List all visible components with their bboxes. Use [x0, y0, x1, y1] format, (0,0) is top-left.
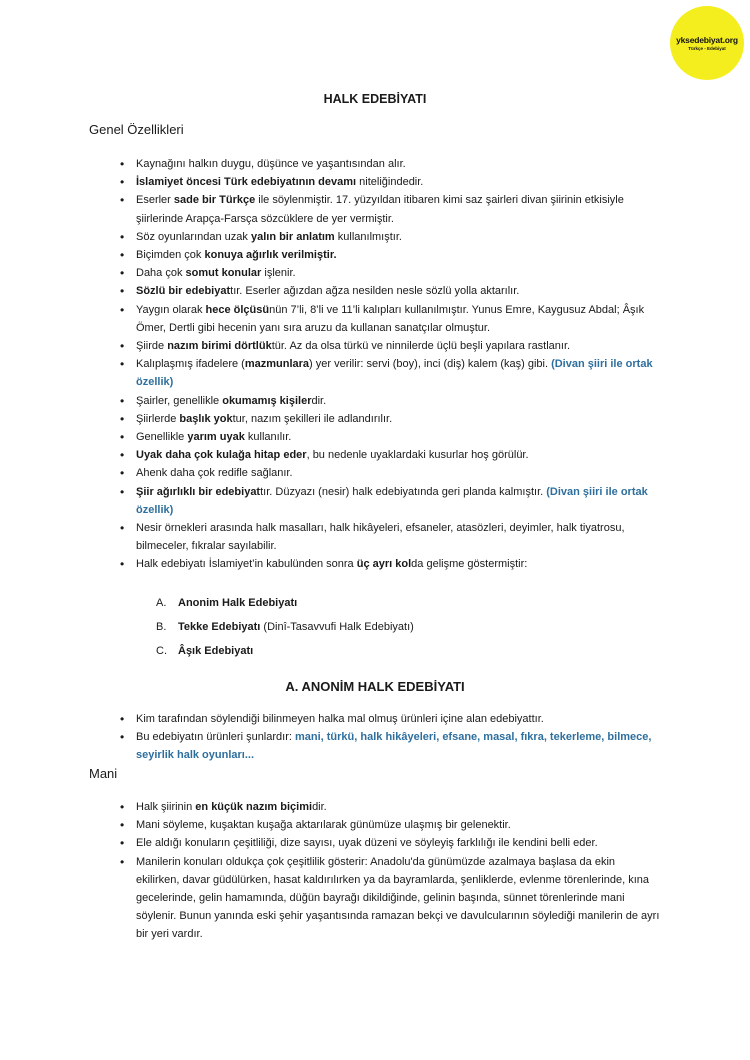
general-feature-item: • Genellikle yarım uyak kullanılır. — [120, 428, 660, 446]
branch-marker: A. — [156, 597, 167, 609]
general-feature-item: • İslamiyet öncesi Türk edebiyatının devamı niteliğindedir. — [120, 173, 660, 191]
mani-feature-item: • Mani söyleme, kuşaktan kuşağa aktarılarak günümüze ulaşmış bir gelenektir. — [120, 816, 660, 834]
general-feature-item: • Nesir örnekleri arasında halk masalları, halk hikâyeleri, efsaneler, atasözleri, deyimler, halk tiyatrosu, bilmeceler, fıkralar sayılabilir. — [120, 519, 660, 555]
section-heading-mani: Mani — [89, 766, 118, 781]
branch-label: Âşık Edebiyatı — [178, 645, 254, 657]
mani-features-list — [120, 798, 660, 944]
mani-feature-item: • Ele aldığı konuların çeşitliliği, dize sayısı, uyak düzeni ve söyleyiş farklılığı ile kendini belli eder. — [120, 834, 660, 852]
branch-item — [156, 642, 414, 666]
section-heading-anonim: A. ANONİM HALK EDEBİYATI — [285, 679, 465, 694]
general-feature-item: • Uyak daha çok kulağa hitap eder, bu nedenle uyaklardaki kusurlar hoş görülür. — [120, 446, 660, 464]
general-feature-item: • Sözlü bir edebiyattır. Eserler ağızdan ağza nesilden nesle sözlü yolla aktarılır. — [120, 282, 660, 300]
mani-feature-item: • Halk şiirinin en küçük nazım biçimidir. — [120, 798, 660, 816]
branches-list — [156, 594, 414, 666]
anonim-feature-item: • Kim tarafından söylendiği bilinmeyen halka mal olmuş ürünleri içine alan edebiyattır. — [120, 710, 660, 728]
logo-tagline: Türkçe - Edebiyat — [688, 46, 726, 51]
general-feature-item: • Eserler sade bir Türkçe ile söylenmiştir. 17. yüzyıldan itibaren kimi saz şairleri divan şiirinin etkisiyle şiirlerinde Arapça-Farsça sözcüklere de yer vermiştir. — [120, 191, 660, 227]
general-feature-item: • Ahenk daha çok redifle sağlanır. — [120, 464, 660, 482]
anonim-feature-item: • Bu edebiyatın ürünleri şunlardır: mani, türkü, halk hikâyeleri, efsane, masal, fıkra, tekerleme, bilmece, seyirlik halk oyunları... — [120, 728, 660, 764]
general-feature-item: • Şiirlerde başlık yoktur, nazım şekilleri ile adlandırılır. — [120, 410, 660, 428]
general-feature-item: • Kaynağını halkın duygu, düşünce ve yaşantısından alır. — [120, 155, 660, 173]
general-feature-item: • Yaygın olarak hece ölçüsünün 7’li, 8’li ve 11’li kalıpları kullanılmıştır. Yunus Emre, Kaygusuz Abdal; Âşık Ömer, Dertli gibi hecenin yanı sıra aruzu da kullanan sanatçılar olmuştur. — [120, 301, 660, 337]
general-feature-item: • Şairler, genellikle okumamış kişilerdir. — [120, 392, 660, 410]
general-feature-item: • Halk edebiyatı İslamiyet’in kabulünden sonra üç ayrı kolda gelişme göstermiştir: — [120, 555, 660, 573]
general-feature-item: • Biçimden çok konuya ağırlık verilmiştir. — [120, 246, 660, 264]
general-feature-item: • Kalıplaşmış ifadelere (mazmunlara) yer verilir: servi (boy), inci (diş) kalem (kaş) gibi. (Divan şiiri ile ortak özellik) — [120, 355, 660, 391]
general-feature-item: • Söz oyunlarından uzak yalın bir anlatım kullanılmıştır. — [120, 228, 660, 246]
branch-label: Anonim Halk Edebiyatı — [178, 597, 298, 609]
section-heading-general: Genel Özellikleri — [89, 122, 184, 137]
mani-feature-item: • Manilerin konuları oldukça çok çeşitlilik gösterir: Anadolu'da günümüzde azalmaya başlasa da ekin ekilirken, davar güdülürken, hasat kaldırılırken ya da bayramlarda, şenliklerde, evlenme törenlerinde, kına gecelerinde, gelin hamamında, düğün bayrağı dikildiğinde, gelinin başında, sünnet törenlerinde mani söylenir. Bunun yanında eski şehir yaşantısında ramazan bekçi ve davulcularının söylediği manilerin de ayrı bir yeri vardır. — [120, 853, 660, 944]
general-feature-item: • Daha çok somut konular işlenir. — [120, 264, 660, 282]
general-feature-item: • Şiirde nazım birimi dörtlüktür. Az da olsa türkü ve ninnilerde üçlü beşli yapılara rastlanır. — [120, 337, 660, 355]
general-feature-item: • Şiir ağırlıklı bir edebiyattır. Düzyazı (nesir) halk edebiyatında geri planda kalmıştır. (Divan şiiri ile ortak özellik) — [120, 483, 660, 519]
general-features-list — [120, 155, 660, 574]
site-logo — [670, 6, 744, 80]
page-title: HALK EDEBİYATI — [323, 92, 427, 106]
branch-marker: C. — [156, 645, 167, 657]
branch-label: Tekke Edebiyatı (Dinî-Tasavvufi Halk Edebiyatı) — [178, 621, 414, 633]
anonim-features-list — [120, 710, 660, 765]
logo-site-name: yksedebiyat.org — [676, 35, 738, 45]
branch-item — [156, 594, 414, 618]
branch-marker: B. — [156, 621, 167, 633]
branch-item — [156, 618, 414, 642]
